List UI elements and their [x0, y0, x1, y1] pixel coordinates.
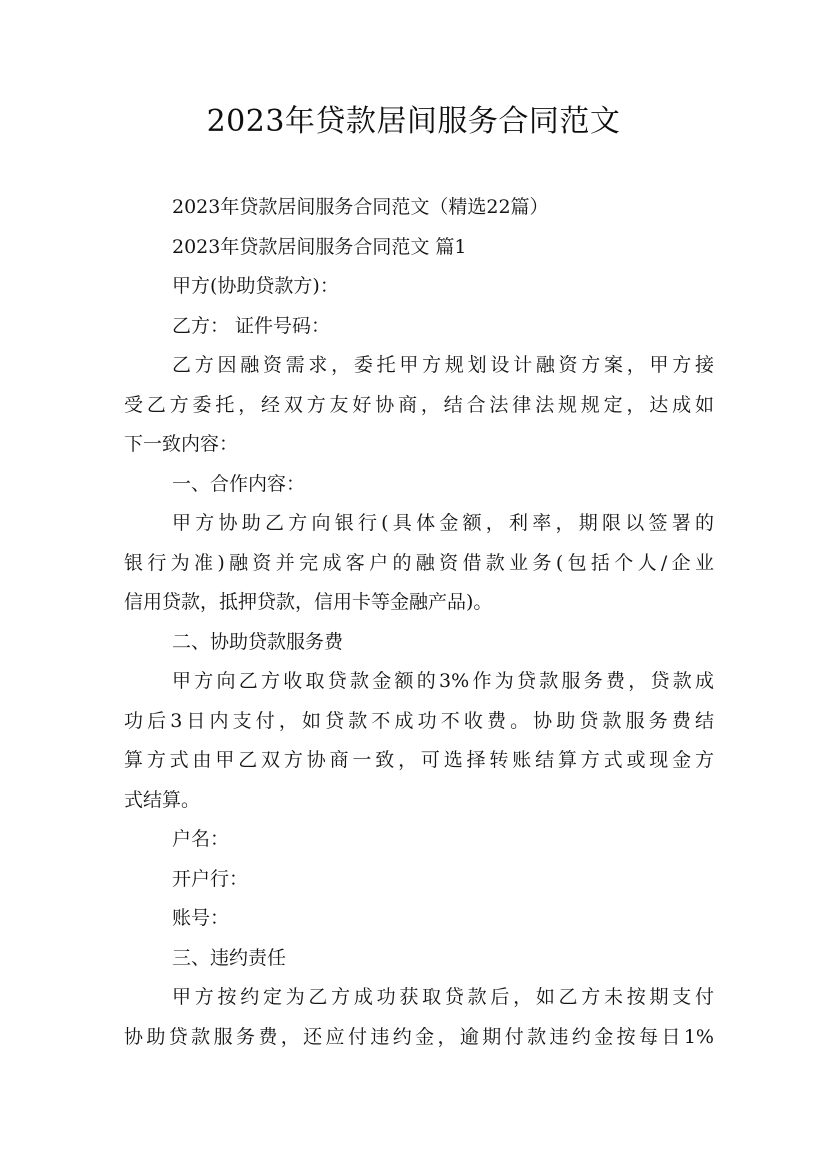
- paragraph-line-subtitle: 2023年贷款居间服务合同范文（精选22篇）: [172, 196, 549, 218]
- section-heading-service-fee: 二、协助贷款服务费: [172, 630, 344, 653]
- section-heading-liability: 三、违约责任: [172, 946, 287, 969]
- paragraph-line: 协助贷款服务费，还应付违约金，逾期付款违约金按每日1%: [124, 1025, 714, 1048]
- party-a-field: 甲方(协助贷款方)：: [172, 275, 339, 297]
- account-number-field: 账号：: [172, 907, 230, 929]
- paragraph-line: 功后3日内支付，如贷款不成功不收费。协助贷款服务费结: [124, 709, 714, 732]
- paragraph-line: 式结算。: [124, 788, 201, 811]
- section-heading-cooperation: 一、合作内容：: [172, 472, 306, 495]
- paragraph-line: 算方式由甲乙双方协商一致，可选择转账结算方式或现金方: [124, 749, 714, 771]
- paragraph-line: 受乙方委托，经双方友好协商，结合法律法规规定，达成如: [124, 393, 714, 416]
- paragraph-line: 甲方向乙方收取贷款金额的3%作为贷款服务费，贷款成: [172, 670, 714, 692]
- account-name-field: 户名：: [172, 828, 230, 850]
- bank-field: 开户行：: [172, 867, 249, 890]
- paragraph-line: 乙方因融资需求，委托甲方规划设计融资方案，甲方接: [172, 354, 714, 376]
- party-b-field: 乙方： 证件号码：: [172, 314, 331, 337]
- paragraph-line: 下一致内容：: [124, 433, 239, 455]
- document-title: 2023年贷款居间服务合同范文: [206, 104, 621, 139]
- paragraph-line-section-heading: 2023年贷款居间服务合同范文 篇1: [172, 235, 467, 258]
- paragraph-line: 甲方按约定为乙方成功获取贷款后，如乙方未按期支付: [172, 986, 714, 1008]
- document-body: [124, 188, 714, 1057]
- paragraph-line: 银行为准)融资并完成客户的融资借款业务(包括个人/企业: [124, 551, 714, 574]
- paragraph-line: 甲方协助乙方向银行(具体金额，利率，期限以签署的: [172, 512, 714, 534]
- paragraph-line: 信用贷款，抵押贷款，信用卡等金融产品)。: [124, 591, 493, 613]
